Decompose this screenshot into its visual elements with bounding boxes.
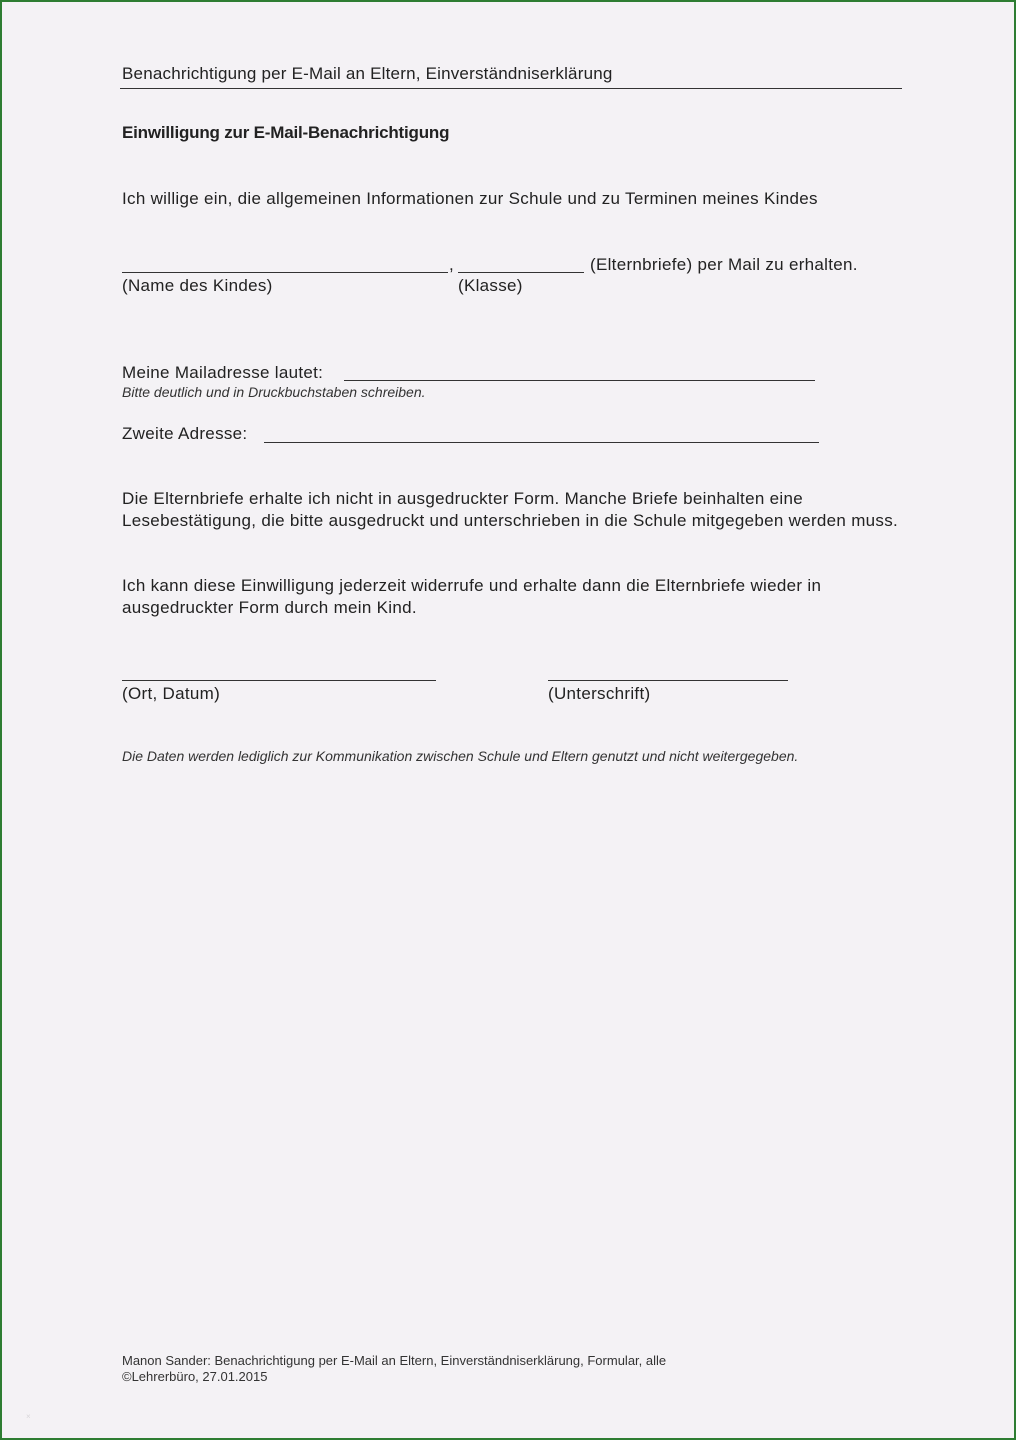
- place-date-label: (Ort, Datum): [122, 684, 221, 703]
- place-date-field[interactable]: [122, 680, 436, 681]
- corner-mark: ×: [26, 1412, 31, 1421]
- child-name-field[interactable]: [122, 272, 448, 273]
- footer-copyright-line: ©Lehrerbüro, 27.01.2015: [122, 1369, 268, 1384]
- second-address-field[interactable]: [264, 442, 819, 443]
- email-hint: Bitte deutlich und in Druckbuchstaben schreiben.: [122, 384, 426, 400]
- class-label: (Klasse): [458, 276, 523, 295]
- privacy-note: Die Daten werden lediglich zur Kommunikation zwischen Schule und Eltern genutzt und nicht weitergegeben.: [122, 748, 799, 764]
- footer-author-line: Manon Sander: Benachrichtigung per E-Mail an Eltern, Einverständniserklärung, Formular, alle: [122, 1353, 667, 1368]
- signature-field[interactable]: [548, 680, 788, 681]
- signature-label: (Unterschrift): [548, 684, 651, 703]
- paragraph-printed: Die Elternbriefe erhalte ich nicht in ausgedruckter Form. Manche Briefe beinhalten eine Lesebestätigung, die bitte ausgedruckt und unterschrieben in die Schule mitgegeben werden muss.: [122, 489, 899, 530]
- form-title: Einwilligung zur E-Mail-Benachrichtigung: [122, 123, 450, 142]
- class-field[interactable]: [458, 272, 584, 273]
- header-divider: [120, 88, 902, 89]
- email-label: Meine Mailadresse lautet:: [122, 363, 324, 382]
- child-name-label: (Name des Kindes): [122, 276, 273, 295]
- paragraph-revoke: Ich kann diese Einwilligung jederzeit widerrufe und erhalte dann die Elternbriefe wieder in ausgedruckter Form durch mein Kind.: [122, 576, 822, 617]
- email-field[interactable]: [344, 380, 815, 381]
- comma-separator: ,: [449, 255, 455, 274]
- consent-intro: Ich willige ein, die allgemeinen Informationen zur Schule und zu Terminen meines Kindes: [122, 189, 818, 208]
- consent-suffix: (Elternbriefe) per Mail zu erhalten.: [590, 255, 858, 274]
- second-address-label: Zweite Adresse:: [122, 424, 248, 443]
- header-title: Benachrichtigung per E-Mail an Eltern, Einverständniserklärung: [122, 64, 613, 83]
